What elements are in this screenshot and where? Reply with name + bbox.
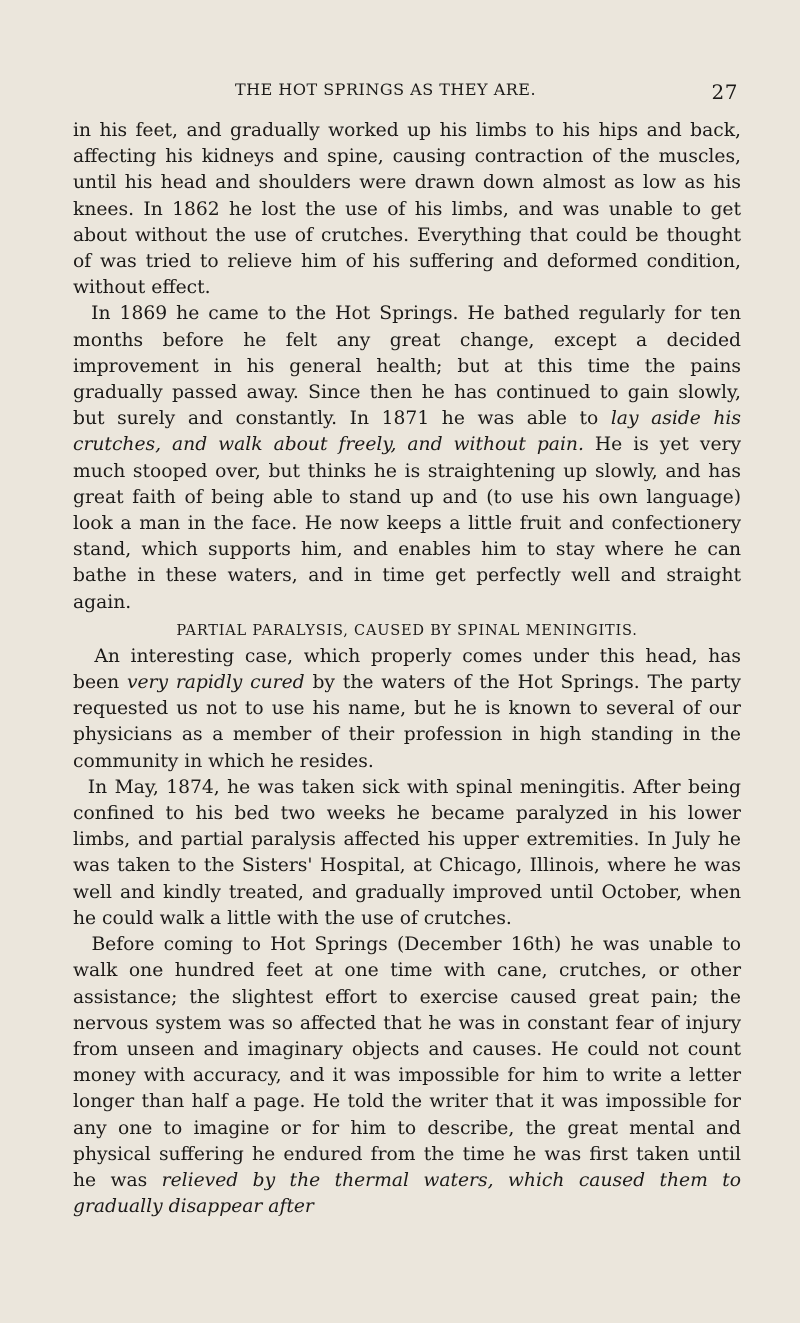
paragraph bbox=[73, 775, 741, 932]
italic-text: relieved by the thermal waters, which caused them to gradually disappear after bbox=[73, 1169, 741, 1218]
paragraph-text: He is yet very much stooped over, but thinks he is straightening up slowly, and has great faith of being able to stand up and (to use his own language) look a man in the face. He now keeps a little fruit and confectionery stand, which supports him, and enables him to stay where he can bathe in these waters, and in time get perfectly well and straight again. bbox=[73, 434, 741, 613]
running-head bbox=[73, 80, 738, 104]
section-heading: PARTIAL PARALYSIS, CAUSED BY SPINAL MENINGITIS. bbox=[176, 622, 638, 639]
paragraph bbox=[73, 301, 741, 615]
paragraph-text: Before coming to Hot Springs (December 16th) he was unable to walk one hundred feet at one time with cane, crutches, or other assistance; the slightest effort to exercise caused great pain; the nervous system was so affected that he was in constant fear of injury from unseen and imaginary objects and causes. He could not count money with accuracy, and it was impossible for him to write a letter longer than half a page. He told the writer that it was impossible for any one to imagine or for him to describe, the great mental and physical suffering he endured from the time he was first taken until he was bbox=[73, 934, 741, 1191]
body-text bbox=[73, 118, 741, 1220]
paragraph-text: in his feet, and gradually worked up his limbs to his hips and back, affecting his kidneys and spine, causing contraction of the muscles, until his head and shoulders were drawn down almost as low as his knees. In 1862 he lost the use of his limbs, and was unable to get about without the use of crutches. Everything that could be thought of was tried to relieve him of his suffering and deformed condition, without effect. bbox=[73, 120, 741, 299]
paragraph-text: In 1869 he came to the Hot Springs. He bathed regularly for ten months before he felt any great change, except a decided improvement in his general health; but at this time the pains gradually passed away. Since then he has continued to gain slowly, but surely and constantly. In 1871 he was able to bbox=[73, 303, 741, 430]
paragraph-text: In May, 1874, he was taken sick with spinal meningitis. After being confined to his bed two weeks he became paralyzed in his lower limbs, and partial paralysis affected his upper extremities. In July he was taken to the Sisters' Hospital, at Chicago, Illinois, where he was well and kindly treated, and gradually improved until October, when he could walk a little with the use of crutches. bbox=[73, 776, 741, 929]
italic-text: very rapidly cured bbox=[126, 672, 305, 694]
paragraph-text: An interesting case, which properly comes under this head, has been bbox=[73, 645, 741, 694]
paragraph bbox=[73, 932, 741, 1220]
paragraph-text: by the waters of the Hot Springs. The party requested us not to use his name, but he is known to several of our physicians as a member of their profession in high standing in the community in which he resides. bbox=[73, 672, 741, 772]
italic-text: lay aside his crutches, and walk about freely, and without pain. bbox=[73, 408, 741, 456]
paragraph bbox=[73, 118, 741, 301]
page-number: 27 bbox=[711, 80, 738, 104]
paragraph bbox=[73, 644, 741, 775]
running-title: THE HOT SPRINGS AS THEY ARE. bbox=[235, 80, 537, 99]
